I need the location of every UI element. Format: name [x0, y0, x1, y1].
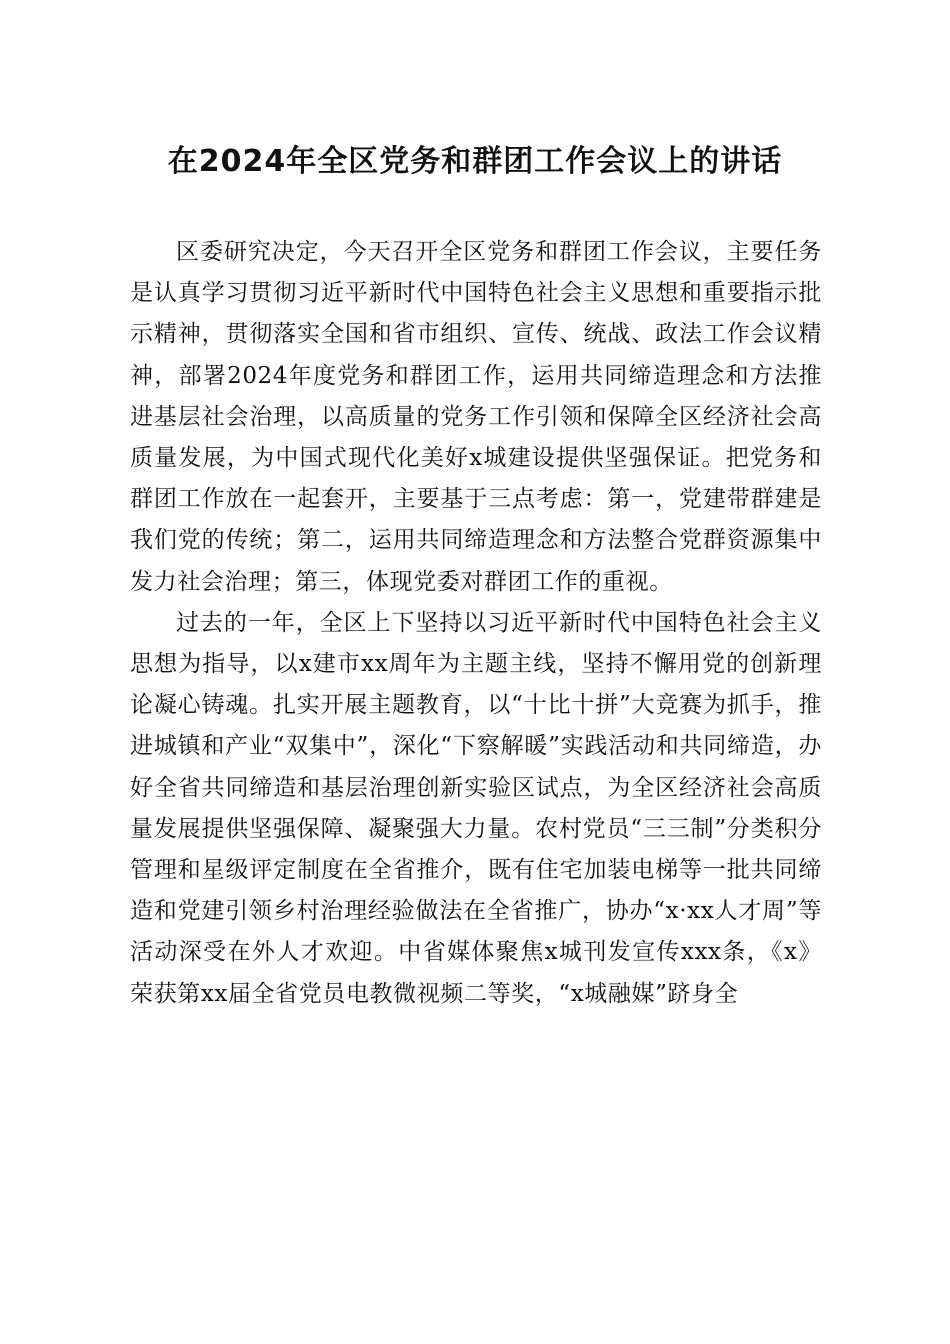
paragraph-2: 过去的一年，全区上下坚持以习近平新时代中国特色社会主义思想为指导，以x建市xx周年为主题主线，坚持不懈用党的创新理论凝心铸魂。扎实开展主题教育，以“十比十拼”大竞赛为抓手，推进城镇和产业“双集中”，深化“下察解暖”实践活动和共同缔造，办好全省共同缔造和基层治理创新实验区试点，为全区经济社会高质量发展提供坚强保障、凝聚强大力量。农村党员“三三制”分类积分管理和星级评定制度在全省推介，既有住宅加装电梯等一批共同缔造和党建引领乡村治理经验做法在全省推广，协办“x·xx人才周”等活动深受在外人才欢迎。中省媒体聚焦x城刊发宣传xxx条，《x》荣获第xx届全省党员电教微视频二等奖，“x城融媒”跻身全 — [130, 609, 822, 1007]
document-title: 在2024年全区党务和群团工作会议上的讲话 — [167, 144, 783, 179]
document-body — [130, 232, 822, 1015]
paragraph-1: 区委研究决定，今天召开全区党务和群团工作会议，主要任务是认真学习贯彻习近平新时代中国特色社会主义思想和重要指示批示精神，贯彻落实全国和省市组织、宣传、统战、政法工作会议精神，部署2024年度党务和群团工作，运用共同缔造理念和方法推进基层社会治理，以高质量的党务工作引领和保障全区经济社会高质量发展，为中国式现代化美好x城建设提供坚强保证。把党务和群团工作放在一起套开，主要基于三点考虑：第一，党建带群建是我们党的传统；第二，运用共同缔造理念和方法整合党群资源集中发力社会治理；第三，体现党委对群团工作的重视。 — [130, 239, 822, 595]
